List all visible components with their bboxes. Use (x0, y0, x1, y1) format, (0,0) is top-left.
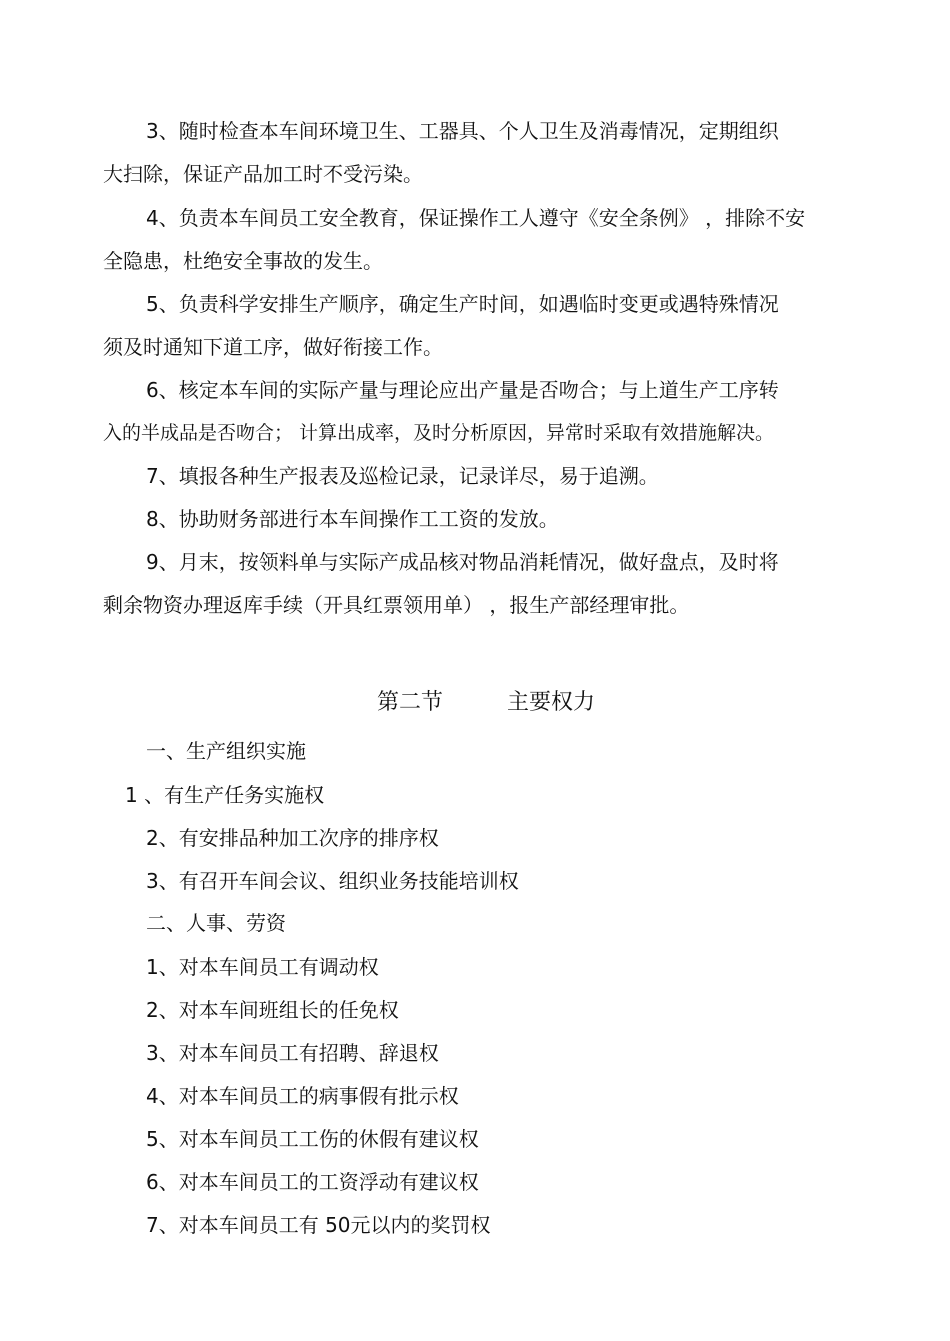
paragraph-7-line-1: 7、填报各种生产报表及巡检记录，记录详尽，易于追溯。 (146, 464, 659, 488)
paragraph-9-line-2: 剩余物资办理返库手续（开具红票领用单） ，报生产部经理审批。 (103, 593, 690, 617)
paragraph-9-line-1: 9、月末，按领料单与实际产成品核对物品消耗情况，做好盘点，及时将 (146, 550, 779, 574)
list-item: 7、对本车间员工有 50元以内的奖罚权 (146, 1213, 491, 1237)
paragraph-4-line-1: 4、负责本车间员工安全教育，保证操作工人遵守《安全条例》 ，排除不安 (146, 206, 806, 230)
paragraph-3-line-1: 3、随时检查本车间环境卫生、工器具、个人卫生及消毒情况，定期组织 (146, 119, 779, 143)
list-item: 2、有安排品种加工次序的排序权 (146, 826, 439, 850)
paragraph-6-line-1: 6、核定本车间的实际产量与理论应出产量是否吻合；与上道生产工序转 (146, 378, 779, 402)
subsection-heading-1: 一、生产组织实施 (146, 739, 306, 763)
list-item: 3、有召开车间会议、组织业务技能培训权 (146, 869, 519, 893)
list-item: 6、对本车间员工的工资浮动有建议权 (146, 1170, 479, 1194)
paragraph-8-line-1: 8、协助财务部进行本车间操作工工资的发放。 (146, 507, 559, 531)
list-item: 3、对本车间员工有招聘、辞退权 (146, 1041, 439, 1065)
list-item: 2、对本车间班组长的任免权 (146, 998, 399, 1022)
list-item: 4、对本车间员工的病事假有批示权 (146, 1084, 459, 1108)
section-number: 第二节 (377, 690, 444, 715)
list-item: 5、对本车间员工工伤的休假有建议权 (146, 1127, 479, 1151)
paragraph-4-line-2: 全隐患，杜绝安全事故的发生。 (103, 249, 383, 273)
section-title: 主要权力 (507, 690, 596, 715)
list-item: 1、对本车间员工有调动权 (146, 955, 379, 979)
paragraph-5-line-1: 5、负责科学安排生产顺序，确定生产时间，如遇临时变更或遇特殊情况 (146, 292, 779, 316)
paragraph-6-line-2: 入的半成品是否吻合； 计算出成率，及时分析原因，异常时采取有效措施解决。 (103, 422, 775, 444)
paragraph-3-line-2: 大扫除，保证产品加工时不受污染。 (103, 162, 423, 186)
paragraph-5-line-2: 须及时通知下道工序，做好衔接工作。 (103, 335, 443, 359)
subsection-heading-2: 二、人事、劳资 (146, 911, 286, 935)
list-item: 1 、有生产任务实施权 (125, 783, 325, 807)
